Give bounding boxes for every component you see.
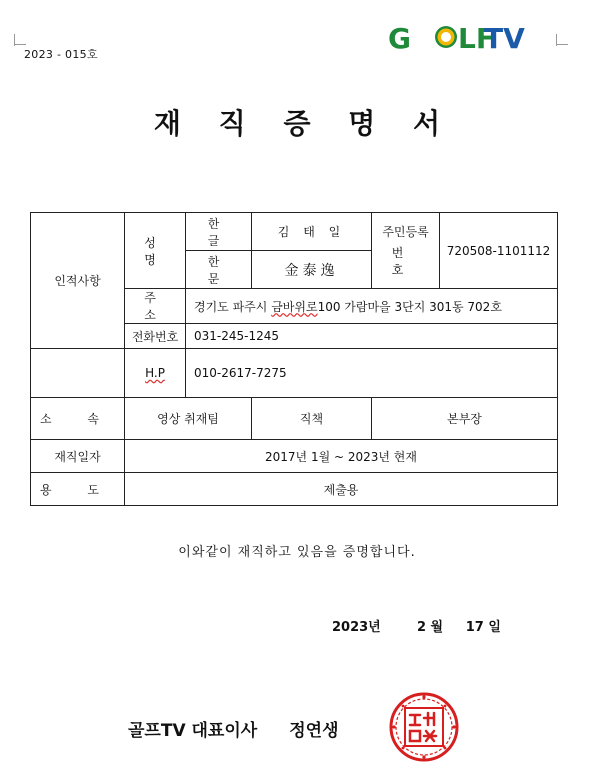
resident-label-line2: 번 호 [391, 246, 420, 277]
address-value [186, 289, 558, 324]
page-corner-mark [556, 34, 568, 45]
page-corner-mark [556, 34, 557, 46]
employment-period-label: 재직일자 [31, 440, 125, 473]
address-street: 금바위로 [271, 299, 318, 314]
resident-number-label [372, 213, 440, 289]
department-value: 영상 취재팀 [125, 398, 252, 440]
hangul-label: 한 글 [186, 213, 252, 251]
certification-statement: 이와같이 재직하고 있음을 증명합니다. [178, 545, 416, 560]
phone-label: 전화번호 [125, 324, 186, 349]
name-label: 성 명 [125, 213, 186, 289]
personal-info-header: 인적사항 [31, 213, 125, 349]
resident-number-value: 720508-1101112 [440, 213, 558, 289]
resident-label-line1: 주민등록 [382, 225, 429, 239]
issue-year: 2023년 [332, 620, 381, 635]
department-label: 소 속 [31, 398, 125, 440]
company-seal-stamp [388, 691, 460, 763]
purpose-value: 제출용 [125, 473, 558, 506]
issue-month: 2 월 [416, 620, 444, 635]
hp-value: 010-2617-7275 [186, 349, 558, 398]
svg-text:G: G [388, 22, 411, 55]
page-title: 재 직 증 명 서 [153, 107, 455, 140]
representative-name: 정연생 [289, 721, 339, 741]
address-prefix: 경기도 파주시 [194, 299, 272, 314]
svg-text:TV: TV [484, 22, 525, 55]
hanja-name: 金泰逸 [252, 251, 372, 289]
svg-text:LF: LF [458, 22, 495, 55]
position-label: 직책 [252, 398, 372, 440]
issue-day: 17 일 [465, 620, 501, 635]
purpose-label: 용 도 [31, 473, 125, 506]
position-value: 본부장 [372, 398, 558, 440]
hp-label [125, 349, 186, 398]
page-corner-mark [14, 34, 15, 46]
address-label: 주 소 [125, 289, 186, 324]
employment-period-value: 2017년 1월 ~ 2023년 현재 [125, 440, 558, 473]
golf-tv-logo [388, 18, 528, 58]
phone-value: 031-245-1245 [186, 324, 558, 349]
signature-line [128, 716, 339, 741]
document-number: 2023 - 015호 [24, 48, 98, 61]
hp-label-text: H.P [145, 366, 165, 380]
company-title: 골프TV 대표이사 [128, 721, 258, 741]
hanja-label: 한 문 [186, 251, 252, 289]
personal-info-header-cont [31, 349, 125, 398]
address-suffix: 100 가람마을 3단지 301동 702호 [317, 299, 502, 314]
golf-ball-icon [435, 26, 457, 48]
hangul-name: 김 태 일 [252, 213, 372, 251]
employment-info-table [30, 212, 558, 506]
issue-date [332, 616, 501, 635]
page-corner-mark [14, 34, 26, 45]
